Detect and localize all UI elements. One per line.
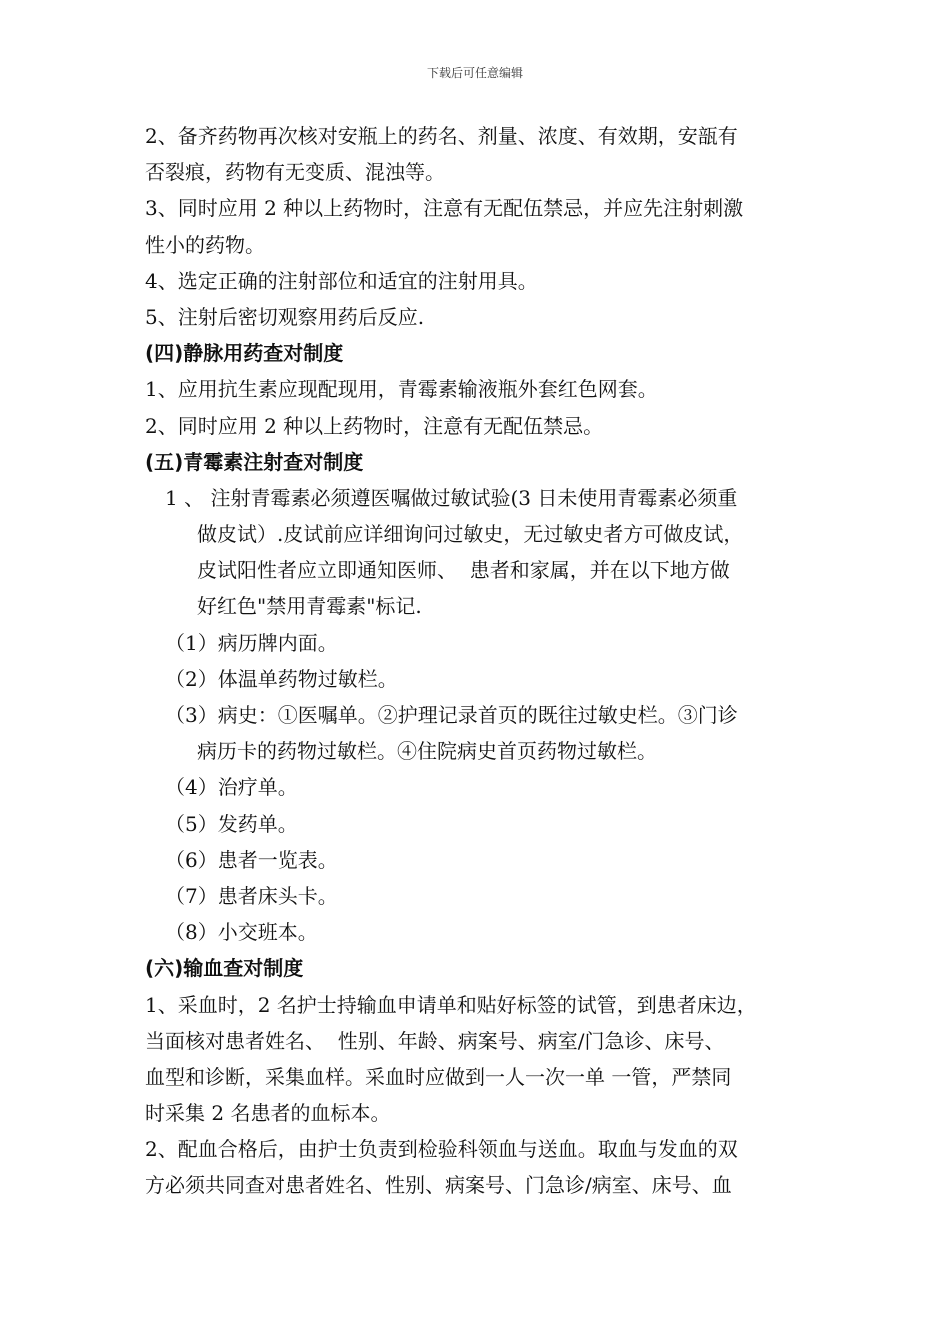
paragraph-line: 5、注射后密切观察用药后反应. (145, 304, 425, 329)
numbered-item: 1 、 注射青霉素必须遵医嘱做过敏试验(3 日未使用青霉素必须重 (165, 485, 738, 510)
sub-list-item-continuation: 病历卡的药物过敏栏。④住院病史首页药物过敏栏。 (197, 739, 657, 764)
numbered-item-continuation: 皮试阳性者应立即通知医师、 患者和家属，并在以下地方做 (197, 558, 730, 583)
paragraph-line: 3、同时应用 2 种以上药物时，注意有无配伍禁忌，并应先注射刺激 (145, 196, 744, 221)
section-heading: (五)青霉素注射查对制度 (145, 449, 364, 474)
sub-list-item: （2）体温单药物过敏栏。 (165, 666, 398, 691)
paragraph-line: 时采集 2 名患者的血标本。 (145, 1101, 391, 1126)
paragraph-line: 2、同时应用 2 种以上药物时，注意有无配伍禁忌。 (145, 413, 604, 438)
sub-list-item: （4）治疗单。 (165, 775, 298, 800)
paragraph-line: 2、备齐药物再次核对安瓶上的药名、剂量、浓度、有效期，安瓿有 (145, 124, 738, 148)
sub-list-item: （3）病史：①医嘱单。②护理记录首页的既往过敏史栏。③门诊 (165, 703, 738, 727)
paragraph-line: 性小的药物。 (145, 232, 265, 257)
paragraph-line: 1、采血时，2 名护士持输血申请单和贴好标签的试管，到患者床边， (145, 992, 757, 1017)
numbered-item-continuation: 做皮试）.皮试前应详细询问过敏史，无过敏史者方可做皮试， (197, 522, 744, 547)
numbered-item-continuation: 好红色"禁用青霉素"标记. (197, 594, 422, 619)
sub-list-item: （1）病历牌内面。 (165, 630, 338, 655)
paragraph-line: 当面核对患者姓名、 性别、年龄、病案号、病室/门急诊、床号、 (145, 1028, 725, 1053)
sub-list-item: （7）患者床头卡。 (165, 883, 338, 908)
sub-list-item: （5）发药单。 (165, 811, 298, 836)
page-header: 下载后可任意编辑 (426, 66, 523, 80)
paragraph-line: 否裂痕，药物有无变质、混浊等。 (145, 160, 445, 185)
sub-list-item: （6）患者一览表。 (165, 847, 338, 872)
paragraph-line: 1、应用抗生素应现配现用，青霉素输液瓶外套红色网套。 (145, 377, 658, 402)
paragraph-line: 2、配血合格后，由护士负责到检验科领血与送血。取血与发血的双 (145, 1137, 738, 1162)
section-heading: (四)静脉用药查对制度 (145, 341, 344, 366)
paragraph-line: 4、选定正确的注射部位和适宜的注射用具。 (145, 268, 538, 293)
paragraph-line: 方必须共同查对患者姓名、性别、病案号、门急诊/病室、床号、血 (145, 1173, 732, 1198)
document-body (145, 118, 825, 1204)
paragraph-line: 血型和诊断，采集血样。采血时应做到一人一次一单 一管，严禁同 (145, 1064, 732, 1089)
section-heading: (六)输血查对制度 (145, 956, 304, 981)
sub-list-item: （8）小交班本。 (165, 920, 318, 945)
